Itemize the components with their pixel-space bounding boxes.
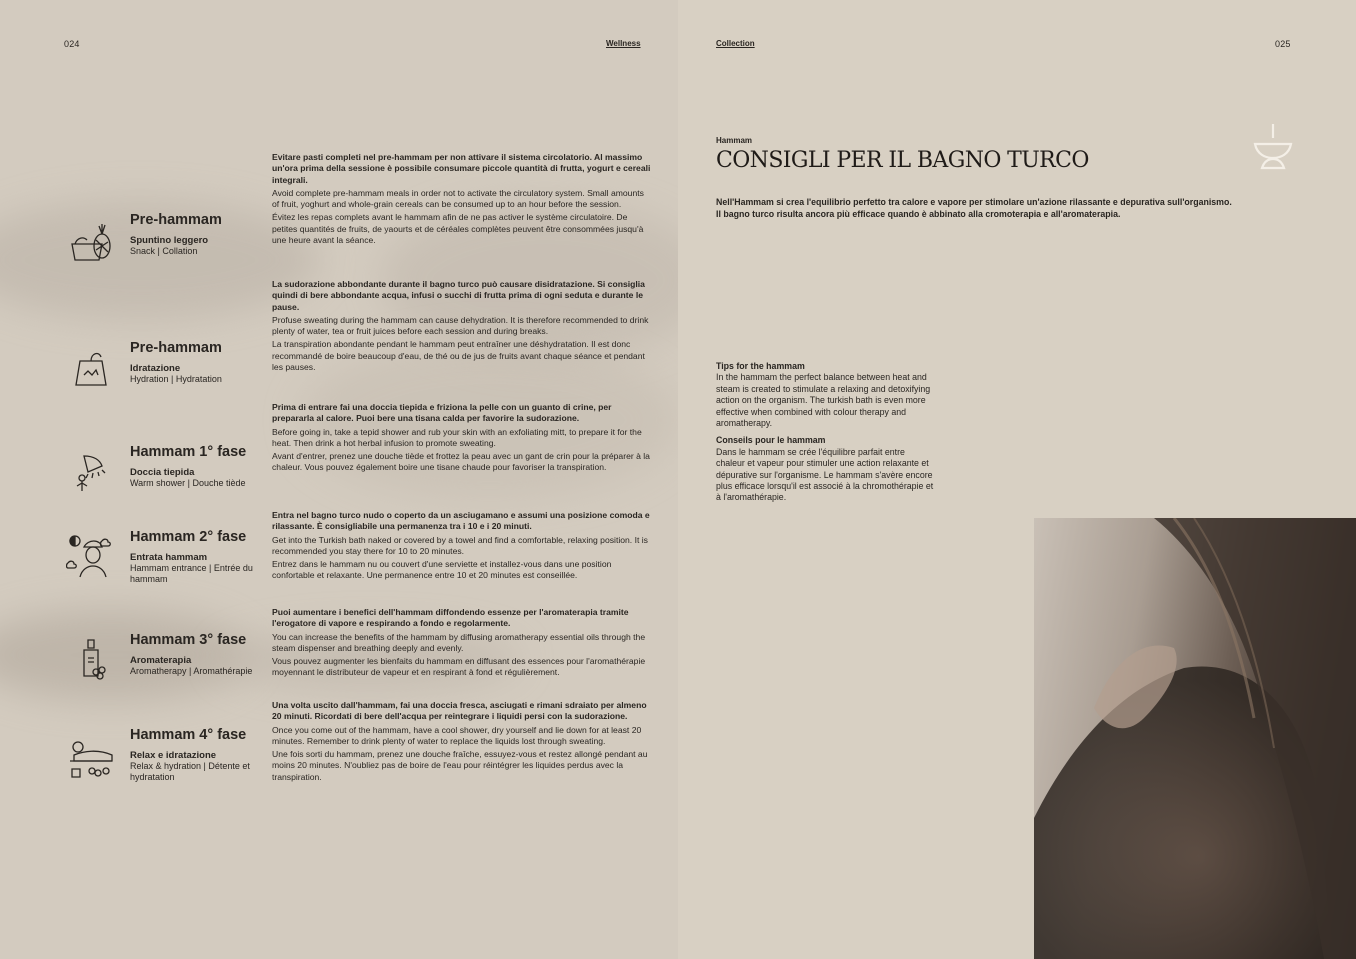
- phase-subtitle: Aromaterapia: [130, 655, 192, 666]
- teabag-icon: [66, 345, 116, 391]
- phase-title: Hammam 3° fase: [130, 632, 247, 648]
- description-french: La transpiration abondante pendant le hammam peut entraîner une déshydratation. Il est donc recommandé de boire beaucoup d'eau, de thé ou de jus de fruits avant chaque séance et pendant les pauses.: [272, 339, 645, 373]
- description-italian: La sudorazione abbondante durante il bagno turco può causare disidratazione. Si consiglia quindi di bere abbondante acqua, infusi o succhi di frutta prima di ogni seduta e durante le pause.: [272, 279, 645, 312]
- phase-title: Hammam 2° fase: [130, 529, 247, 545]
- phase-subtitle: Idratazione: [130, 363, 181, 374]
- phase-title: Hammam 1° fase: [130, 444, 247, 460]
- fruit-basket-icon: [66, 220, 116, 266]
- intro-text: [716, 197, 1236, 220]
- shower-icon: [66, 450, 116, 496]
- intro-line-2: Il bagno turco risulta ancora più efficace quando è abbinato alla cromoterapia e all'aromaterapia.: [716, 208, 1121, 219]
- phase-title: Pre-hammam: [130, 212, 222, 228]
- description-french: Avant d'entrer, prenez une douche tiède et frottez la peau avec un gant de crin pour la préparer à la chaleur. Vous pouvez également boire une tisane chaude pour favoriser la transpiration.: [272, 451, 650, 473]
- woman-shoulder-photo: [1034, 518, 1356, 959]
- phase-translation: Hammam entrance | Entrée du hammam: [130, 563, 253, 584]
- phase-title: Pre-hammam: [130, 340, 222, 356]
- phase-translation: Snack | Collation: [130, 246, 198, 256]
- running-head-collection: Collection: [716, 39, 755, 48]
- description-french: Entrez dans le hammam nu ou couvert d'une serviette et installez-vous dans une position confortable et relaxante. Une permanence entre 10 et 20 minutes est conseillée.: [272, 559, 612, 581]
- page-number-right: 025: [1275, 39, 1291, 49]
- page-title: CONSIGLI PER IL BAGNO TURCO: [716, 148, 1089, 173]
- right-page: [678, 0, 1356, 959]
- description-english: Once you come out of the hammam, have a cool shower, dry yourself and lie down for at least 20 minutes. Remember to drink plenty of water to replace the liquids lost through sweating.: [272, 724, 642, 746]
- tips-block: [716, 361, 936, 510]
- step-description: [272, 152, 652, 248]
- tips-fr-heading: Conseils pour le hammam: [716, 435, 826, 446]
- essential-oil-icon: [66, 636, 116, 682]
- running-head-wellness: Wellness: [606, 39, 641, 48]
- tips-fr-body: Dans le hammam se crée l'équilibre parfait entre chaleur et vapeur pour stimuler une action relaxante et dépurative sur l'organisme. Le hammam s'avère encore plus efficace lorsqu'il est associé à la chromothérapie et à l'aromathérapie.: [716, 446, 934, 503]
- phase-subtitle: Relax e idratazione: [130, 750, 217, 761]
- description-french: Vous pouvez augmenter les bienfaits du hammam en diffusant des essences pour l'aromathérapie moyennant le distributeur de vapeur et en respirant à fond et régulièrement.: [272, 656, 646, 678]
- page-number-left: 024: [64, 39, 80, 49]
- description-italian: Prima di entrare fai una doccia tiepida e friziona la pelle con un guanto di crine, per prepararla al calore. Puoi bere una tisana calda per favorire la sudorazione.: [272, 402, 612, 424]
- relaxing-person-icon: [66, 735, 116, 781]
- tips-en-body: In the hammam the perfect balance between heat and steam is created to stimulate a relaxing and detoxifying action on the organism. The turkish bath is even more effective when combined with colour therapy and aromatherapy.: [716, 372, 931, 429]
- phase-translation: Relax & hydration | Détente et hydratation: [130, 761, 250, 782]
- description-english: Avoid complete pre-hammam meals in order not to activate the circulatory system. Small amounts of fruit, yoghurt and whole-grain cereals can be consumed up to an hour before the session.: [272, 187, 644, 210]
- description-french: Une fois sorti du hammam, prenez une douche fraîche, essuyez-vous et restez allongé pendant au moins 20 minutes. N'oubliez pas de boire de l'eau pour réintégrer les liquides perdus avec la transpiration.: [272, 749, 648, 782]
- description-italian: Una volta uscito dall'hammam, fai una doccia fresca, asciugati e rimani sdraiato per almeno 20 minuti. Ricordati di bere dell'acqua per reintegrare i liquidi persi con la sudorazione.: [272, 700, 647, 722]
- phase-translation: Warm shower | Douche tiède: [130, 478, 246, 488]
- tips-en-heading: Tips for the hammam: [716, 361, 805, 371]
- step-description: [272, 279, 652, 375]
- description-english: You can increase the benefits of the hammam by diffusing aromatherapy essential oils through the steam dispenser and breathing deeply and evenly.: [272, 631, 646, 653]
- section-kicker: Hammam: [716, 136, 753, 145]
- phase-subtitle: Doccia tiepida: [130, 467, 195, 478]
- phase-translation: Aromatherapy | Aromathérapie: [130, 666, 253, 676]
- phase-title: Hammam 4° fase: [130, 727, 247, 743]
- description-italian: Puoi aumentare i benefici dell'hammam diffondendo essenze per l'aromaterapia tramite l'erogatore di vapore e respirando a fondo e regolarmente.: [272, 607, 629, 629]
- phase-translation: Hydration | Hydratation: [130, 374, 222, 384]
- step-description: [272, 402, 652, 476]
- description-english: Before going in, take a tepid shower and rub your skin with an exfoliating mitt, to prepare it for the heat. Then drink a hot herbal infusion to promote sweating.: [272, 426, 642, 448]
- towel-head-icon: [66, 533, 116, 579]
- phase-subtitle: Entrata hammam: [130, 552, 208, 563]
- description-french: Évitez les repas complets avant le hammam afin de ne pas activer le système circulatoire. De petites quantités de fruits, de yaourts et de céréales complètes peuvent être consommées jusqu'à une heure avant la séance.: [272, 212, 644, 246]
- phase-subtitle: Spuntino leggero: [130, 235, 209, 246]
- description-italian: Evitare pasti completi nel pre-hammam per non attivare il sistema circolatorio. Al massimo un'ora prima della sessione è possibile consumare piccole quantità di frutta, yogurt e cereali integrali.: [272, 152, 651, 185]
- description-english: Profuse sweating during the hammam can cause dehydration. It is therefore recommended to drink plenty of water, tea or fruit juices before each session and during breaks.: [272, 314, 649, 337]
- step-description: [272, 510, 652, 584]
- description-italian: Entra nel bagno turco nudo o coperto da un asciugamano e assumi una posizione comoda e rilassante. È consigliabile una permanenza tra i 10 e i 20 minuti.: [272, 510, 650, 532]
- brand-logo-icon: [1250, 122, 1296, 172]
- step-description: [272, 607, 652, 681]
- intro-line-1: Nell'Hammam si crea l'equilibrio perfetto tra calore e vapore per stimolare un'azione rilassante e depurativa sull'organismo.: [716, 197, 1232, 207]
- description-english: Get into the Turkish bath naked or covered by a towel and find a comfortable, relaxing position. It is recommended you stay there for 10 to 20 minutes.: [272, 534, 648, 556]
- step-description: [272, 700, 652, 785]
